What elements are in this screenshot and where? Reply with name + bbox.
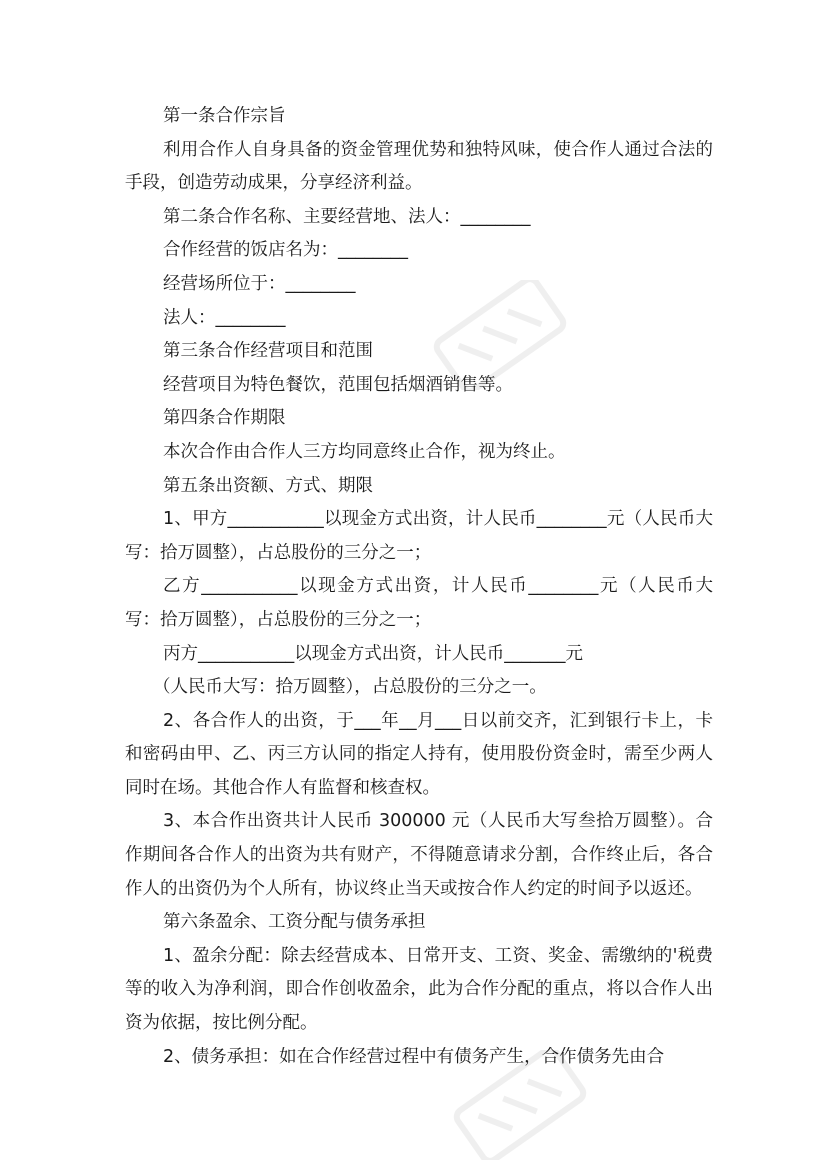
paragraph: 1、甲方___________以现金方式出资，计人民币________元（人民币大写：拾万圆整），占总股份的三分之一；: [125, 509, 713, 563]
document-body: [125, 100, 713, 1074]
paragraph: 1、盈余分配：除去经营成本、日常开支、工资、奖金、需缴纳的'税费等的收入为净利润，即合作创收盈余，此为合作分配的重点，将以合作人出资为依据，按比例分配。: [125, 945, 713, 1034]
article-heading: 第一条合作宗旨: [163, 106, 286, 126]
paragraph: 利用合作人自身具备的资金管理优势和独特风味，使合作人通过合法的手段，创造劳动成果，分享经济利益。: [125, 139, 713, 194]
paragraph: 2、各合作人的出资，于___年__月___日以前交齐，汇到银行卡上，卡和密码由甲、乙、丙三方认同的指定人持有，使用股份资金时，需至少两人同时在场。其他合作人有监督和核查权。: [125, 710, 713, 798]
paragraph: 经营场所位于：________: [163, 273, 356, 294]
article-heading: 第二条合作名称、主要经营地、法人：________: [163, 206, 531, 227]
paragraph: 丙方___________以现金方式出资，计人民币_______元: [163, 643, 583, 664]
article-heading: 第五条出资额、方式、期限: [163, 475, 373, 496]
paragraph: 经营项目为特色餐饮，范围包括烟酒销售等。: [163, 374, 513, 395]
paragraph: 本次合作由合作人三方均同意终止合作，视为终止。: [163, 441, 566, 462]
article-heading: 第三条合作经营项目和范围: [163, 341, 373, 362]
paragraph: （人民币大写：拾万圆整），占总股份的三分之一。: [153, 677, 547, 698]
article-heading: 第六条盈余、工资分配与债务承担: [163, 912, 426, 933]
article-heading: 第四条合作期限: [163, 408, 286, 429]
paragraph: 3、本合作出资共计人民币 300000 元（人民币大写叁拾万圆整）。合作期间各合作人的出资为共有财产，不得随意请求分割，合作终止后，各合作人的出资仍为个人所有，协议终止当天或按合作人约定的时间予以返还。: [125, 811, 713, 899]
paragraph: 2、债务承担：如在合作经营过程中有债务产生，合作债务先由合: [163, 1046, 665, 1067]
paragraph: 合作经营的饭店名为：________: [163, 240, 408, 261]
paragraph: 法人：________: [163, 307, 286, 328]
paragraph: 乙方___________以现金方式出资，计人民币________元（人民币大写：拾万圆整），占总股份的三分之一；: [125, 576, 713, 630]
